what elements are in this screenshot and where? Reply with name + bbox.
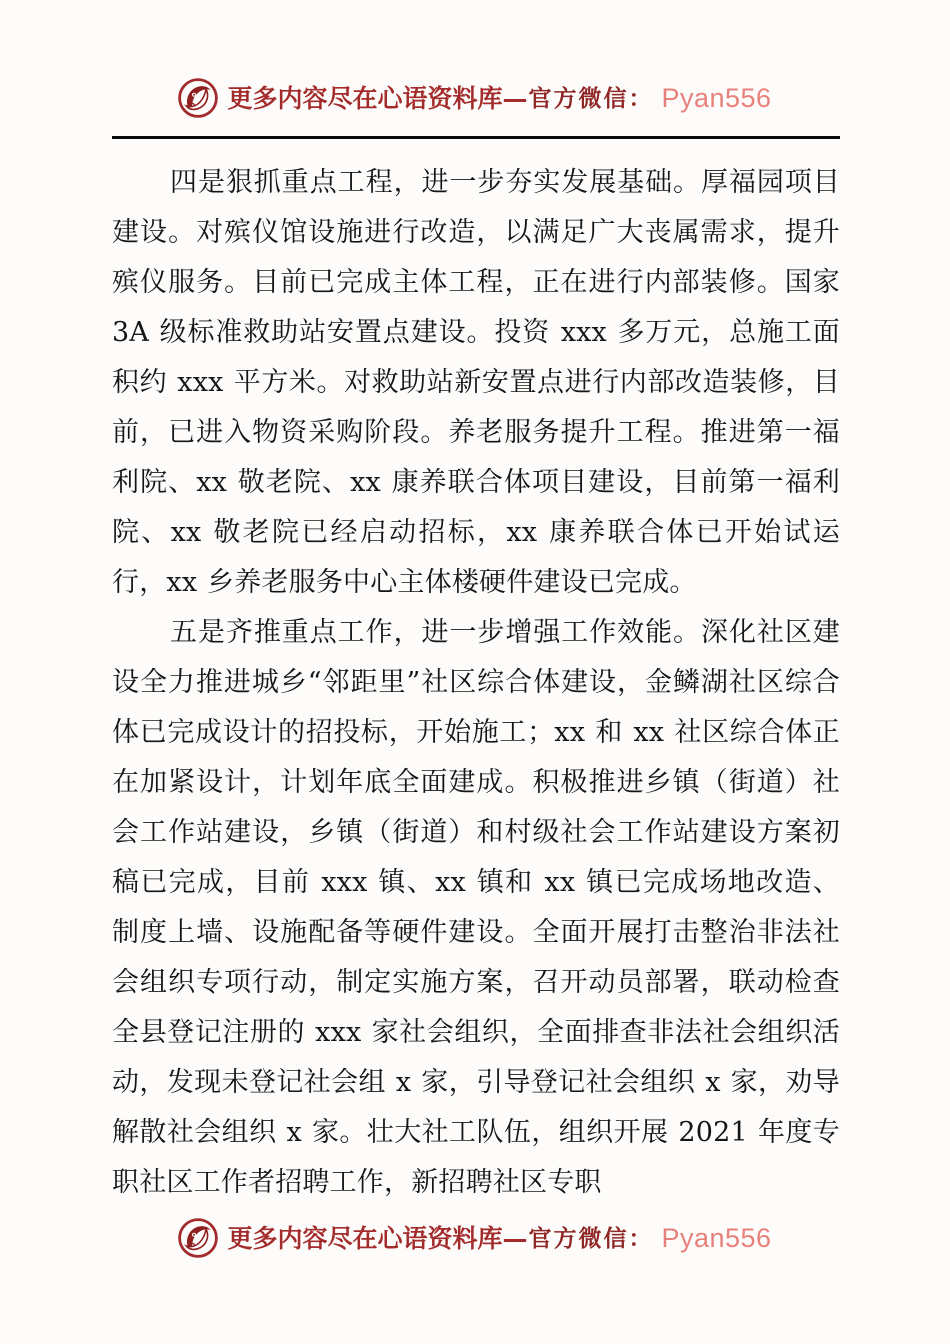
- watermark-main-text: 更多内容尽在心语资料库—: [227, 83, 528, 113]
- header-watermark: [0, 78, 950, 118]
- watermark-wechat-id: Pyan556: [661, 82, 772, 113]
- watermark-label-text: 官方微信：: [528, 1224, 654, 1252]
- paragraph: 四是狠抓重点工程，进一步夯实发展基础。厚福园项目建设。对殡仪馆设施进行改造，以满足广大丧属需求，提升殡仪服务。目前已完成主体工程，正在进行内部装修。国家 3A 级标准救助站安置点建设。投资 xxx 多万元，总施工面积约 xxx 平方米。对救助站新安置点进行内部改造装修，目前，已进入物资采购阶段。养老服务提升工程。推进第一福利院、xx 敬老院、xx 康养联合体项目建设，目前第一福利院、xx 敬老院已经启动招标，xx 康养联合体已开始试运行，xx 乡养老服务中心主体楼硬件建设已完成。: [112, 167, 840, 598]
- watermark-wechat-id: Pyan556: [661, 1222, 772, 1253]
- fish-circle-logo-icon: [178, 1218, 218, 1258]
- watermark-label-text: 官方微信：: [528, 84, 654, 112]
- watermark-main-text: 更多内容尽在心语资料库—: [227, 1223, 528, 1253]
- header-divider: [112, 136, 840, 139]
- paragraph: 五是齐推重点工作，进一步增强工作效能。深化社区建设全力推进城乡“邻距里”社区综合体建设，金鳞湖社区综合体已完成设计的招投标，开始施工；xx 和 xx 社区综合体正在加紧设计，计划年底全面建成。积极推进乡镇（街道）社会工作站建设，乡镇（街道）和村级社会工作站建设方案初稿已完成，目前 xxx 镇、xx 镇和 xx 镇已完成场地改造、制度上墙、设施配备等硬件建设。全面开展打击整治非法社会组织专项行动，制定实施方案，召开动员部署，联动检查全县登记注册的 xxx 家社会组织，全面排查非法社会组织活动，发现未登记社会组 x 家，引导登记社会组织 x 家，劝导解散社会组织 x 家。壮大社工队伍，组织开展 2021 年度专职社区工作者招聘工作，新招聘社区专职: [112, 617, 840, 1198]
- document-body: [112, 158, 840, 1208]
- footer-watermark: [0, 1218, 950, 1258]
- fish-circle-logo-icon: [178, 78, 218, 118]
